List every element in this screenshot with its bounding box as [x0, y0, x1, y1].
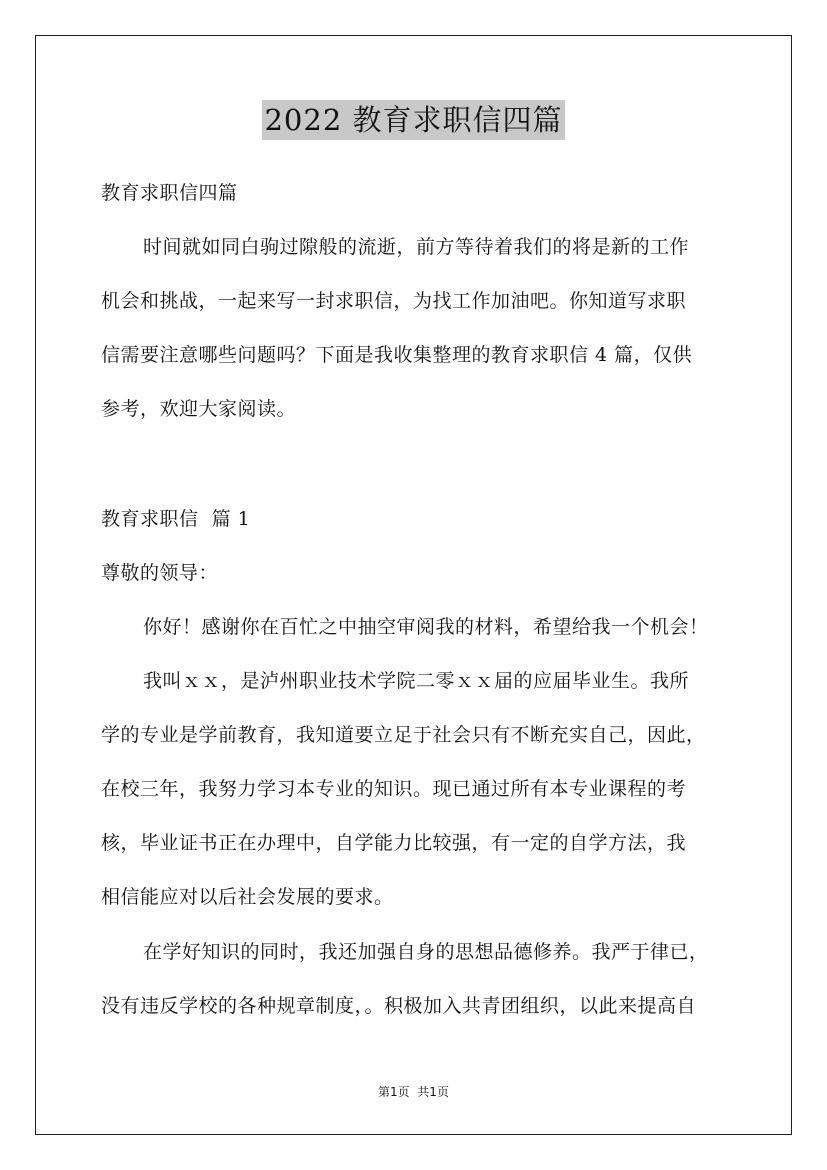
body-paragraph-1 [101, 654, 741, 924]
salutation: 尊敬的领导： [101, 562, 219, 584]
page-number-footer: 第1页 共1页 [378, 1085, 449, 1099]
paragraph-line: 我叫ｘｘ，是泸州职业技术学院二零ｘｘ届的应届毕业生。我所 [143, 670, 690, 692]
section-block [101, 492, 741, 654]
section-heading: 教育求职信 篇 1 [101, 508, 251, 530]
document-title: 2022 教育求职信四篇 [262, 100, 564, 140]
paragraph-line: 核，毕业证书正在办理中，自学能力比较强，有一定的自学方法，我 [101, 832, 687, 854]
greeting-line: 你好！感谢你在百忙之中抽空审阅我的材料，希望给我一个机会！ [143, 616, 709, 638]
paragraph-line: 在校三年，我努力学习本专业的知识。现已通过所有本专业课程的考 [101, 778, 687, 800]
intro-line: 信需要注意哪些问题吗？下面是我收集整理的教育求职信 4 篇，仅供 [101, 344, 693, 366]
paragraph-line: 相信能应对以后社会发展的要求。 [101, 886, 394, 908]
title-container [0, 100, 827, 140]
document-subtitle: 教育求职信四篇 [101, 182, 238, 204]
intro-line: 参考，欢迎大家阅读。 [101, 398, 297, 420]
paragraph-line: 学的专业是学前教育，我知道要立足于社会只有不断充实自己，因此， [101, 724, 706, 746]
paragraph-line: 在学好知识的同时，我还加强自身的思想品德修养。我严于律已， [143, 941, 709, 963]
intro-line: 时间就如同白驹过隙般的流逝，前方等待着我们的将是新的工作 [143, 236, 690, 258]
subtitle-block [101, 166, 741, 220]
body-paragraph-2 [101, 925, 741, 1033]
intro-line: 机会和挑战，一起来写一封求职信，为找工作加油吧。你知道写求职 [101, 290, 687, 312]
paragraph-line: 没有违反学校的各种规章制度，。积极加入共青团组织，以此来提高自 [101, 995, 697, 1017]
intro-paragraph [101, 220, 741, 436]
